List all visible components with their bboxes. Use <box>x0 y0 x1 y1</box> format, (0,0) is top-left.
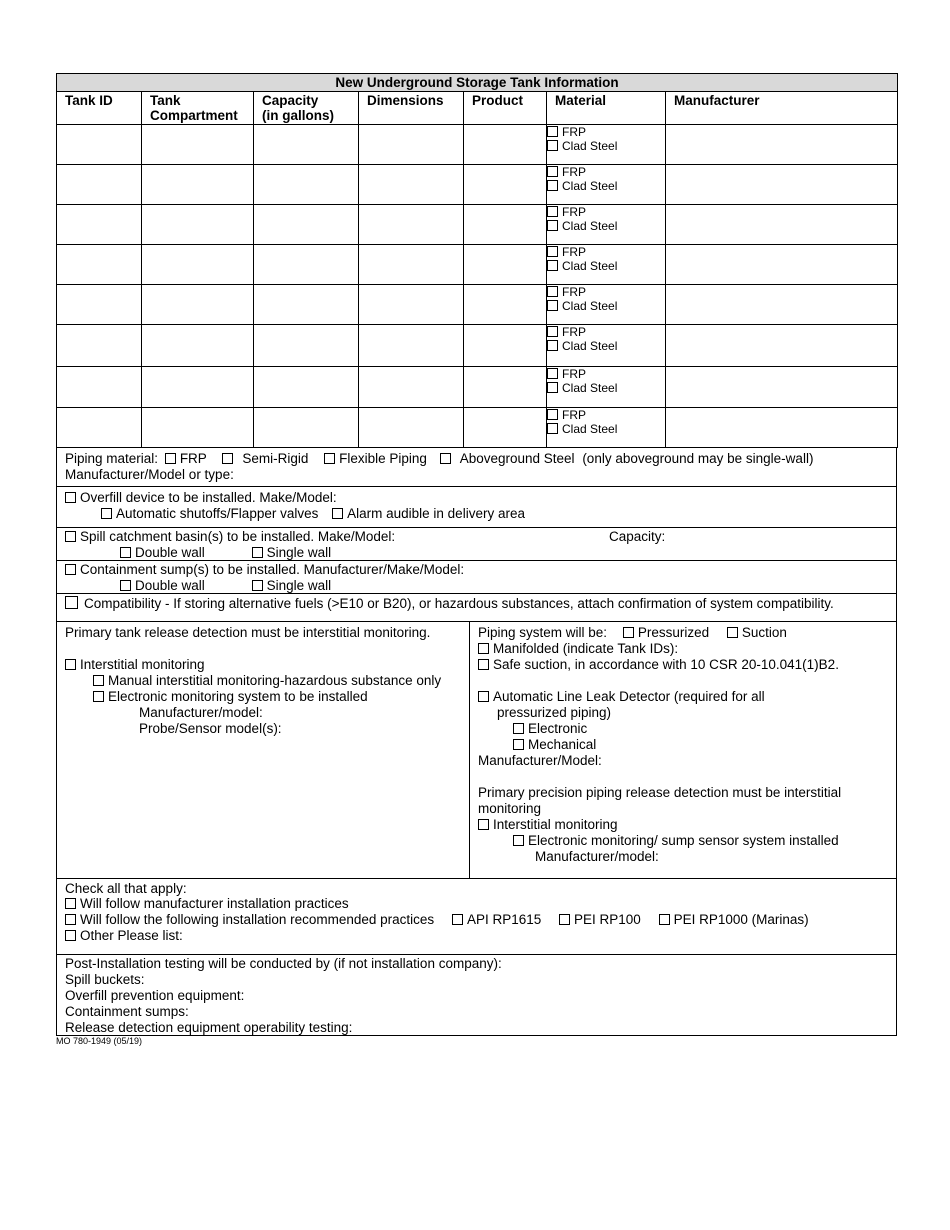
input-cell-tank-compartment[interactable] <box>142 367 254 408</box>
containment-single-wall-label: Single wall <box>266 578 332 593</box>
containment-label: Containment sump(s) to be installed. Manufacturer/Make/Model: <box>80 562 465 577</box>
input-cell-manufacturer[interactable] <box>666 205 898 245</box>
input-cell-manufacturer[interactable] <box>666 285 898 325</box>
material-cell <box>547 165 666 205</box>
spill-checkbox[interactable] <box>65 531 76 542</box>
input-cell-tank-id[interactable] <box>57 367 142 408</box>
header-manufacturer-line1: Manufacturer <box>674 93 760 108</box>
pressurized-label: Pressurized <box>637 625 710 640</box>
tank-interstitial-checkbox[interactable] <box>65 659 76 670</box>
sump-sensor-label: Electronic monitoring/ sump sensor system installed <box>528 833 839 848</box>
header-product-line1: Product <box>472 93 524 108</box>
piping-manufacturer-label: Manufacturer/Model or type: <box>65 467 234 482</box>
spill-single-wall-checkbox[interactable] <box>252 547 263 558</box>
other-practices-label: Other Please list: <box>80 928 183 943</box>
table-row <box>57 205 898 245</box>
input-cell-capacity[interactable] <box>254 408 359 448</box>
input-cell-capacity[interactable] <box>254 325 359 367</box>
alld-checkbox[interactable] <box>478 691 489 702</box>
compatibility-section <box>56 594 897 622</box>
input-cell-manufacturer[interactable] <box>666 325 898 367</box>
material-frp-checkbox[interactable] <box>547 286 558 297</box>
practices-heading: Check all that apply: <box>65 881 187 896</box>
material-option-label: FRP <box>562 205 586 219</box>
material-option-label: FRP <box>562 285 586 299</box>
pei-rp1000-label: PEI RP1000 (Marinas) <box>673 912 809 927</box>
probe-sensor-label: Probe/Sensor model(s): <box>139 721 282 736</box>
alld-label-continued: pressurized piping) <box>497 705 612 720</box>
suction-label: Suction <box>741 625 787 640</box>
material-option <box>547 339 665 353</box>
electronic-monitoring-label: Electronic monitoring system to be installed <box>108 689 368 704</box>
table-row <box>57 245 898 285</box>
manual-interstitial-label: Manual interstitial monitoring-hazardous substance only <box>108 673 442 688</box>
input-cell-product[interactable] <box>464 367 547 408</box>
alld-electronic-label: Electronic <box>528 721 588 736</box>
testing-overfill-label: Overfill prevention equipment: <box>65 988 245 1003</box>
material-option <box>547 325 665 339</box>
input-cell-tank-id[interactable] <box>57 165 142 205</box>
tank-information-form <box>56 73 897 1036</box>
material-cell <box>547 325 666 367</box>
material-cell <box>547 408 666 448</box>
table-row <box>57 125 898 165</box>
material-cell <box>547 285 666 325</box>
piping-semi-rigid-checkbox[interactable] <box>222 453 233 464</box>
header-dimensions-line1: Dimensions <box>367 93 444 108</box>
input-cell-manufacturer[interactable] <box>666 367 898 408</box>
spill-double-wall-checkbox[interactable] <box>120 547 131 558</box>
precision-heading-continued: monitoring <box>478 801 542 816</box>
input-cell-tank-id[interactable] <box>57 408 142 448</box>
piping-frp-checkbox[interactable] <box>165 453 176 464</box>
material-option <box>547 367 665 381</box>
piping-note: (only aboveground may be single-wall) <box>582 451 814 466</box>
input-cell-dimensions[interactable] <box>359 408 464 448</box>
material-option <box>547 179 665 193</box>
precision-heading: Primary precision piping release detection must be interstitial <box>478 785 842 800</box>
compatibility-checkbox[interactable] <box>65 596 78 609</box>
material-option <box>547 125 665 139</box>
header-tank-compartment-line1: Tank <box>150 93 181 108</box>
pressurized-checkbox[interactable] <box>623 627 634 638</box>
material-option <box>547 205 665 219</box>
material-option-label: Clad Steel <box>562 139 618 153</box>
material-option-label: Clad Steel <box>562 381 618 395</box>
input-cell-tank-compartment[interactable] <box>142 325 254 367</box>
sump-manufacturer-label: Manufacturer/model: <box>535 849 659 864</box>
piping-interstitial-checkbox[interactable] <box>478 819 489 830</box>
input-cell-dimensions[interactable] <box>359 205 464 245</box>
manifolded-checkbox[interactable] <box>478 643 489 654</box>
piping-flexible-checkbox[interactable] <box>324 453 335 464</box>
alarm-audible-checkbox[interactable] <box>332 508 343 519</box>
alld-label: Automatic Line Leak Detector (required for all <box>493 689 765 704</box>
piping-system-column <box>470 622 896 878</box>
material-clad-steel-checkbox[interactable] <box>547 340 558 351</box>
input-cell-capacity[interactable] <box>254 367 359 408</box>
piping-frp-label: FRP <box>179 451 207 466</box>
material-option-label: FRP <box>562 125 586 139</box>
header-product <box>464 92 547 125</box>
api-rp1615-checkbox[interactable] <box>452 914 463 925</box>
practices-section <box>56 879 897 955</box>
input-cell-tank-compartment[interactable] <box>142 125 254 165</box>
input-cell-product[interactable] <box>464 325 547 367</box>
header-material-line1: Material <box>555 93 607 108</box>
tank-interstitial-label: Interstitial monitoring <box>80 657 205 672</box>
material-option-label: FRP <box>562 165 586 179</box>
containment-section <box>56 561 897 594</box>
follow-manufacturer-checkbox[interactable] <box>65 898 76 909</box>
manual-interstitial-checkbox[interactable] <box>93 675 104 686</box>
input-cell-product[interactable] <box>464 285 547 325</box>
material-option-label: Clad Steel <box>562 219 618 233</box>
table-row <box>57 367 898 408</box>
material-option-label: FRP <box>562 325 586 339</box>
material-option-label: FRP <box>562 408 586 422</box>
overfill-section <box>56 487 897 528</box>
input-cell-dimensions[interactable] <box>359 245 464 285</box>
alld-mechanical-label: Mechanical <box>528 737 597 752</box>
input-cell-tank-id[interactable] <box>57 205 142 245</box>
material-clad-steel-checkbox[interactable] <box>547 220 558 231</box>
header-capacity-line2: (in gallons) <box>262 108 334 123</box>
input-cell-dimensions[interactable] <box>359 125 464 165</box>
tank-rows <box>57 125 898 448</box>
material-option <box>547 299 665 313</box>
header-tank-id <box>57 92 142 125</box>
table-row <box>57 408 898 448</box>
material-cell <box>547 245 666 285</box>
input-cell-product[interactable] <box>464 165 547 205</box>
piping-material-label: Piping material: <box>65 451 159 466</box>
suction-checkbox[interactable] <box>727 627 738 638</box>
follow-recommended-checkbox[interactable] <box>65 914 76 925</box>
input-cell-capacity[interactable] <box>254 125 359 165</box>
overfill-label: Overfill device to be installed. Make/Model: <box>80 490 337 505</box>
input-cell-tank-id[interactable] <box>57 325 142 367</box>
input-cell-manufacturer[interactable] <box>666 125 898 165</box>
spill-double-wall-label: Double wall <box>135 545 205 560</box>
input-cell-product[interactable] <box>464 245 547 285</box>
input-cell-capacity[interactable] <box>254 245 359 285</box>
alld-mechanical-checkbox[interactable] <box>513 739 524 750</box>
pei-rp1000-checkbox[interactable] <box>659 914 670 925</box>
piping-aboveground-checkbox[interactable] <box>440 453 451 464</box>
input-cell-tank-compartment[interactable] <box>142 408 254 448</box>
input-cell-tank-compartment[interactable] <box>142 245 254 285</box>
pei-rp100-label: PEI RP100 <box>574 912 641 927</box>
material-frp-checkbox[interactable] <box>547 368 558 379</box>
containment-single-wall-checkbox[interactable] <box>252 580 263 591</box>
input-cell-dimensions[interactable] <box>359 367 464 408</box>
input-cell-capacity[interactable] <box>254 165 359 205</box>
piping-interstitial-label: Interstitial monitoring <box>493 817 618 832</box>
spill-label: Spill catchment basin(s) to be installed. Make/Model: <box>80 529 396 544</box>
tank-table <box>56 73 898 448</box>
containment-double-wall-checkbox[interactable] <box>120 580 131 591</box>
header-material <box>547 92 666 125</box>
alld-manufacturer-label: Manufacturer/Model: <box>478 753 602 768</box>
input-cell-tank-compartment[interactable] <box>142 285 254 325</box>
material-clad-steel-checkbox[interactable] <box>547 260 558 271</box>
safe-suction-checkbox[interactable] <box>478 659 489 670</box>
compatibility-label: Compatibility - If storing alternative fuels (>E10 or B20), or hazardous substances, attach confirmation of system compatibility. <box>84 596 834 611</box>
tank-manufacturer-label: Manufacturer/model: <box>139 705 263 720</box>
header-tank-compartment-line2: Compartment <box>150 108 238 123</box>
header-capacity <box>254 92 359 125</box>
table-row <box>57 285 898 325</box>
spill-single-wall-label: Single wall <box>266 545 332 560</box>
piping-semi-rigid-label: Semi-Rigid <box>242 451 309 466</box>
automatic-shutoffs-checkbox[interactable] <box>101 508 112 519</box>
input-cell-tank-id[interactable] <box>57 285 142 325</box>
release-detection-section <box>56 622 897 879</box>
material-clad-steel-checkbox[interactable] <box>547 180 558 191</box>
testing-section <box>56 955 897 1036</box>
spill-capacity-label: Capacity: <box>609 529 666 544</box>
material-option <box>547 165 665 179</box>
material-frp-checkbox[interactable] <box>547 166 558 177</box>
manifolded-label: Manifolded (indicate Tank IDs): <box>493 641 679 656</box>
follow-recommended-label: Will follow the following installation recommended practices <box>80 912 435 927</box>
table-header-row <box>57 92 898 125</box>
spill-section <box>56 528 897 561</box>
pei-rp100-checkbox[interactable] <box>559 914 570 925</box>
table-row <box>57 165 898 205</box>
piping-material-section <box>56 448 897 487</box>
input-cell-manufacturer[interactable] <box>666 245 898 285</box>
material-option-label: Clad Steel <box>562 339 618 353</box>
material-option <box>547 422 665 436</box>
table-row <box>57 325 898 367</box>
automatic-shutoffs-label: Automatic shutoffs/Flapper valves <box>116 506 319 521</box>
material-option-label: FRP <box>562 245 586 259</box>
material-frp-checkbox[interactable] <box>547 326 558 337</box>
input-cell-tank-id[interactable] <box>57 125 142 165</box>
material-clad-steel-checkbox[interactable] <box>547 382 558 393</box>
header-tank-compartment <box>142 92 254 125</box>
input-cell-tank-compartment[interactable] <box>142 205 254 245</box>
material-frp-checkbox[interactable] <box>547 206 558 217</box>
testing-sumps-label: Containment sumps: <box>65 1004 189 1019</box>
sump-sensor-checkbox[interactable] <box>513 835 524 846</box>
piping-flexible-label: Flexible Piping <box>339 451 427 466</box>
material-option <box>547 139 665 153</box>
material-option <box>547 285 665 299</box>
table-title: New Underground Storage Tank Information <box>57 74 898 92</box>
electronic-monitoring-checkbox[interactable] <box>93 691 104 702</box>
material-option <box>547 219 665 233</box>
input-cell-tank-compartment[interactable] <box>142 165 254 205</box>
header-tank-id-line1: Tank ID <box>65 93 113 108</box>
form-code: MO 780-1949 (05/19) <box>56 1036 143 1046</box>
testing-spill-label: Spill buckets: <box>65 972 145 987</box>
material-option <box>547 259 665 273</box>
testing-release-label: Release detection equipment operability testing: <box>65 1020 353 1035</box>
material-frp-checkbox[interactable] <box>547 126 558 137</box>
material-clad-steel-checkbox[interactable] <box>547 140 558 151</box>
piping-system-label: Piping system will be: <box>478 625 608 640</box>
alarm-audible-label: Alarm audible in delivery area <box>347 506 525 521</box>
input-cell-product[interactable] <box>464 125 547 165</box>
material-option-label: FRP <box>562 367 586 381</box>
containment-double-wall-label: Double wall <box>135 578 205 593</box>
input-cell-manufacturer[interactable] <box>666 408 898 448</box>
api-rp1615-label: API RP1615 <box>466 912 542 927</box>
input-cell-dimensions[interactable] <box>359 325 464 367</box>
header-dimensions <box>359 92 464 125</box>
input-cell-dimensions[interactable] <box>359 165 464 205</box>
material-cell <box>547 205 666 245</box>
input-cell-product[interactable] <box>464 205 547 245</box>
material-cell <box>547 125 666 165</box>
safe-suction-label: Safe suction, in accordance with 10 CSR 20-10.041(1)B2. <box>493 657 839 672</box>
material-option-label: Clad Steel <box>562 259 618 273</box>
material-option-label: Clad Steel <box>562 299 618 313</box>
material-option-label: Clad Steel <box>562 422 618 436</box>
input-cell-tank-id[interactable] <box>57 245 142 285</box>
material-option <box>547 245 665 259</box>
input-cell-capacity[interactable] <box>254 205 359 245</box>
material-frp-checkbox[interactable] <box>547 409 558 420</box>
containment-checkbox[interactable] <box>65 564 76 575</box>
input-cell-capacity[interactable] <box>254 285 359 325</box>
tank-release-detection-column <box>57 622 470 878</box>
header-capacity-line1: Capacity <box>262 93 319 108</box>
overfill-checkbox[interactable] <box>65 492 76 503</box>
header-manufacturer <box>666 92 898 125</box>
tank-release-heading: Primary tank release detection must be interstitial monitoring. <box>65 625 431 640</box>
material-option-label: Clad Steel <box>562 179 618 193</box>
material-frp-checkbox[interactable] <box>547 246 558 257</box>
material-option <box>547 408 665 422</box>
material-clad-steel-checkbox[interactable] <box>547 300 558 311</box>
piping-aboveground-label: Aboveground Steel <box>459 451 575 466</box>
follow-manufacturer-label: Will follow manufacturer installation practices <box>80 896 349 911</box>
other-practices-checkbox[interactable] <box>65 930 76 941</box>
alld-electronic-checkbox[interactable] <box>513 723 524 734</box>
material-clad-steel-checkbox[interactable] <box>547 423 558 434</box>
input-cell-product[interactable] <box>464 408 547 448</box>
input-cell-manufacturer[interactable] <box>666 165 898 205</box>
material-option <box>547 381 665 395</box>
input-cell-dimensions[interactable] <box>359 285 464 325</box>
testing-heading: Post-Installation testing will be conducted by (if not installation company): <box>65 956 502 971</box>
material-cell <box>547 367 666 408</box>
